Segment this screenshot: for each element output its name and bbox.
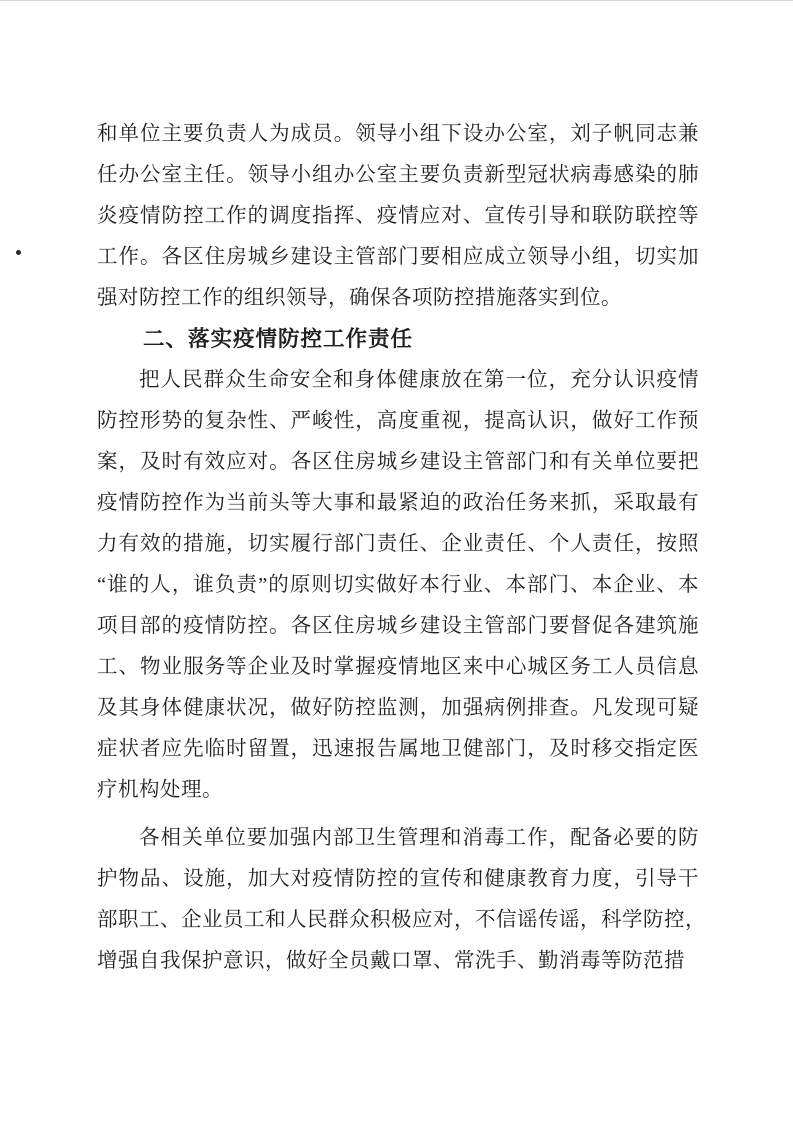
body-text-line: 炎疫情防控工作的调度指挥、疫情应对、宣传引导和联防联控等 bbox=[97, 205, 699, 227]
body-text-line: 各相关单位要加强内部卫生管理和消毒工作，配备必要的防 bbox=[139, 827, 699, 849]
body-text-line: 症状者应先临时留置，迅速报告属地卫健部门，及时移交指定医 bbox=[97, 738, 699, 760]
body-text-line: 增强自我保护意识，做好全员戴口罩、常洗手、勤消毒等防范措 bbox=[97, 950, 685, 972]
body-text-line: 工作。各区住房城乡建设主管部门要相应成立领导小组，切实加 bbox=[97, 246, 699, 268]
body-text-line: 项目部的疫情防控。各区住房城乡建设主管部门要督促各建筑施 bbox=[97, 615, 699, 637]
body-text-line: 部职工、企业员工和人民群众积极应对，不信谣传谣，科学防控， bbox=[97, 909, 706, 931]
body-text-line: 把人民群众生命安全和身体健康放在第一位，充分认识疫情 bbox=[139, 369, 699, 391]
body-text-line: 任办公室主任。领导小组办公室主要负责新型冠状病毒感染的肺 bbox=[97, 164, 699, 186]
scan-speck-artifact bbox=[16, 250, 21, 255]
text-body bbox=[97, 114, 706, 982]
body-text-line: 护物品、设施，加大对疫情防控的宣传和健康教育力度，引导干 bbox=[97, 868, 699, 890]
body-text-line: 工、物业服务等企业及时掌握疫情地区来中心城区务工人员信息 bbox=[97, 656, 699, 678]
scan-top-edge-line bbox=[0, 0, 793, 1]
body-text-line: 及其身体健康状况，做好防控监测，加强病例排查。凡发现可疑 bbox=[97, 697, 699, 719]
body-text-line: 和单位主要负责人为成员。领导小组下设办公室，刘子帆同志兼 bbox=[97, 123, 699, 145]
body-text-line: 疗机构处理。 bbox=[97, 779, 223, 801]
body-text-line: 案，及时有效应对。各区住房城乡建设主管部门和有关单位要把 bbox=[97, 451, 699, 473]
body-text-line: 力有效的措施，切实履行部门责任、企业责任、个人责任，按照 bbox=[97, 533, 699, 555]
body-text-line: 强对防控工作的组织领导，确保各项防控措施落实到位。 bbox=[97, 287, 622, 309]
body-text-line: 防控形势的复杂性、严峻性，高度重视，提高认识，做好工作预 bbox=[97, 410, 699, 432]
section-heading: 二、落实疫情防控工作责任 bbox=[143, 327, 414, 351]
body-text-line: “谁的人，谁负责”的原则切实做好本行业、本部门、本企业、本 bbox=[97, 574, 699, 596]
body-text-line: 疫情防控作为当前头等大事和最紧迫的政治任务来抓，采取最有 bbox=[97, 492, 699, 514]
